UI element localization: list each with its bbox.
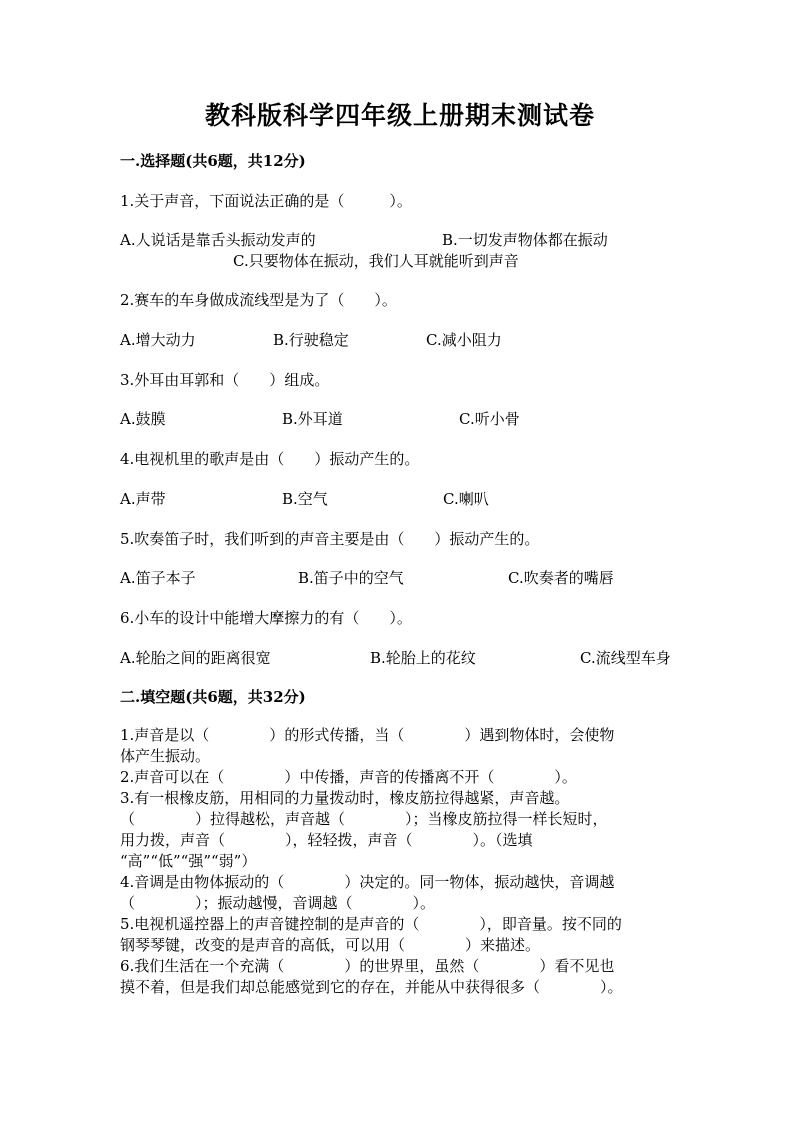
exam-title: 教科版科学四年级上册期末测试卷 xyxy=(204,101,595,130)
question-6-option-c: C.流线型车身 xyxy=(580,649,671,667)
question-5-option-b: B.笛子中的空气 xyxy=(298,569,404,587)
fill-in-line: 钢琴琴键，改变的是声音的高低，可以用（ ）来描述。 xyxy=(120,936,541,954)
fill-in-line: 3.有一根橡皮筋，用相同的力量拨动时，橡皮筋拉得越紧，声音越。 xyxy=(120,789,570,807)
section-heading-fill-in: 二.填空题(共6题，共32分) xyxy=(120,688,306,706)
question-5-option-a: A.笛子本子 xyxy=(120,569,196,587)
question-1-option-a: A.人说话是靠舌头振动发声的 xyxy=(120,231,316,249)
fill-in-line: 摸不着，但是我们却总能感觉到它的存在，并能从中获得很多（ ）。 xyxy=(120,978,623,996)
question-4-option-c: C.喇叭 xyxy=(443,490,489,508)
question-2-option-c: C.减小阻力 xyxy=(426,331,502,349)
fill-in-line: 1.声音是以（ ）的形式传播，当（ ）遇到物体时，会使物 xyxy=(120,726,615,744)
question-2-stem: 2.赛车的车身做成流线型是为了（ ）。 xyxy=(120,291,397,309)
question-5-stem: 5.吹奏笛子时，我们听到的声音主要是由（ ）振动产生的。 xyxy=(120,530,540,548)
question-4-option-a: A.声带 xyxy=(120,490,166,508)
question-6-stem: 6.小车的设计中能增大摩擦力的有（ ）。 xyxy=(120,609,412,627)
fill-in-line: 4.音调是由物体振动的（ ）决定的。同一物体，振动越快，音调越 xyxy=(120,873,615,891)
question-4-stem: 4.电视机里的歌声是由（ ）振动产生的。 xyxy=(120,450,420,468)
question-3-option-c: C.听小骨 xyxy=(459,410,520,428)
question-2-option-b: B.行驶稳定 xyxy=(273,331,349,349)
fill-in-line: （ ）；振动越慢，音调越（ ）。 xyxy=(120,894,436,912)
fill-in-line: （ ）拉得越松，声音越（ ）；当橡皮筋拉得一样长短时， xyxy=(120,810,608,828)
fill-in-line: “高”“低”“强”“弱”） xyxy=(120,852,257,870)
question-1-option-c: C.只要物体在振动，我们人耳就能听到声音 xyxy=(233,252,519,270)
section-heading-choice: 一.选择题(共6题，共12分) xyxy=(120,152,306,170)
fill-in-line: 体产生振动。 xyxy=(120,747,211,765)
question-1-option-b: B.一切发声物体都在振动 xyxy=(442,231,608,249)
question-1-stem: 1.关于声音，下面说法正确的是（ ）。 xyxy=(120,192,412,210)
fill-in-line: 用力拨，声音（ ），轻轻拨，声音（ ）。（选填 xyxy=(120,831,533,849)
question-4-option-b: B.空气 xyxy=(282,490,328,508)
question-3-option-a: A.鼓膜 xyxy=(120,410,166,428)
question-6-option-b: B.轮胎上的花纹 xyxy=(370,649,476,667)
question-5-option-c: C.吹奏者的嘴唇 xyxy=(508,569,614,587)
question-6-option-a: A.轮胎之间的距离很宽 xyxy=(120,649,271,667)
question-2-option-a: A.增大动力 xyxy=(120,331,196,349)
question-3-option-b: B.外耳道 xyxy=(282,410,343,428)
fill-in-line: 5.电视机遥控器上的声音键控制的是声音的（ ），即音量。按不同的 xyxy=(120,915,622,933)
fill-in-line: 2.声音可以在（ ）中传播，声音的传播离不开（ ）。 xyxy=(120,768,577,786)
fill-in-line: 6.我们生活在一个充满（ ）的世界里，虽然（ ）看不见也 xyxy=(120,957,615,975)
question-3-stem: 3.外耳由耳郭和（ ）组成。 xyxy=(120,371,330,389)
